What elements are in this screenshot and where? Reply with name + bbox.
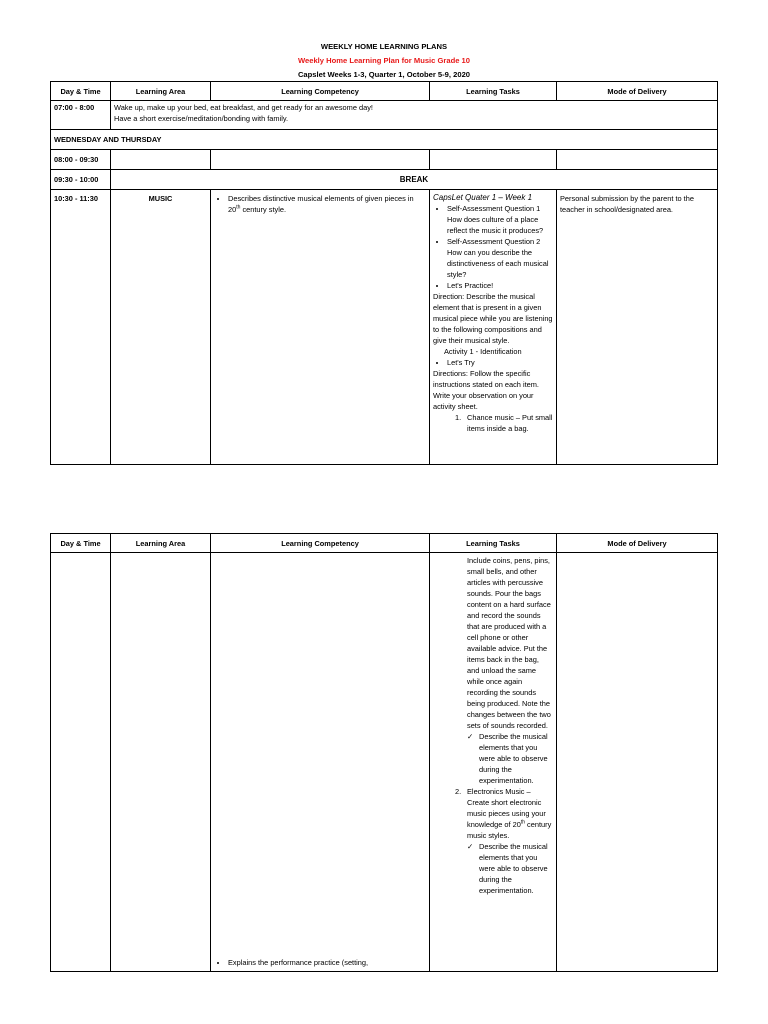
learning-plan-table-page1 [50, 81, 718, 465]
check-icon: ✓ [467, 842, 474, 851]
competency-list [214, 957, 426, 968]
document-subtitle: Weekly Home Learning Plan for Music Grade 10 [297, 56, 471, 65]
learning-tasks-cell [430, 190, 557, 465]
learning-area-cell: MUSIC [111, 190, 211, 465]
time-cell: 08:00 - 09:30 [51, 150, 111, 170]
time-cell: 09:30 - 10:00 [51, 170, 111, 190]
learning-tasks-cell [430, 553, 557, 972]
document-period: Capslet Weeks 1-3, Quarter 1, October 5-9, 2020 [297, 70, 471, 79]
task-item: • Let's Try [447, 357, 553, 368]
task-item: • Self-Assessment Question 2 How can you describe the distinctiveness of each musical style? [447, 236, 553, 280]
table-row [51, 150, 718, 170]
tasks-title: CapsLet Quater 1 – Week 1 [433, 193, 533, 202]
col-header-mode-of-delivery: Mode of Delivery [557, 82, 718, 101]
task-numbered-item: 1. Chance music – Put small items inside a bag. [455, 413, 553, 433]
competency-list [214, 193, 426, 215]
empty-cell [557, 150, 718, 170]
time-cell: 10:30 - 11:30 [51, 190, 111, 465]
table-row [51, 170, 718, 190]
learning-plan-table-page2 [50, 533, 718, 972]
col-header-learning-competency: Learning Competency [211, 82, 430, 101]
task-continuation: Include coins, pens, pins, small bells, and other articles with percussive sounds. Pour the bags content on a hard surface and record the sounds that are produced with a cell phone or other available advice. Put the items back in the bag, and unload the same while once again recording the sounds being produced. Note the changes between the two sets of sounds recorded. [467, 556, 551, 730]
task-check-item: ✓ Describe the musical elements that you were able to observe during the experimentation. [467, 732, 548, 785]
col-header-learning-area: Learning Area [111, 82, 211, 101]
task-check-item: ✓ Describe the musical elements that you were able to observe during the experimentation. [467, 842, 548, 895]
empty-cell [430, 150, 557, 170]
col-header-learning-tasks: Learning Tasks [430, 82, 557, 101]
tasks-list-2 [433, 357, 553, 368]
col-header-learning-tasks: Learning Tasks [430, 534, 557, 553]
morning-routine-cell [111, 101, 718, 130]
col-header-day-time: Day & Time [51, 82, 111, 101]
task-numbered-item: 2. Electronics Music – Create short electronic music pieces using your knowledge of 20th century music styles. [455, 787, 552, 840]
empty-cell [211, 150, 430, 170]
task-item: • Self-Assessment Question 1 How does culture of a place reflect the music it produces? [447, 203, 553, 236]
table-row [51, 101, 718, 130]
task-item: • Let's Practice! [447, 280, 553, 291]
morning-routine-text: Wake up, make up your bed, eat breakfast, and get ready for an awesome day! [114, 103, 373, 112]
col-header-day-time: Day & Time [51, 534, 111, 553]
morning-exercise-text: Have a short exercise/meditation/bonding with family. [114, 114, 289, 123]
table-header-row [51, 82, 718, 101]
tasks-list [433, 203, 553, 291]
table-header-row [51, 534, 718, 553]
competency-item: • Explains the performance practice (setting, [228, 957, 426, 968]
check-icon: ✓ [467, 732, 474, 741]
task-direction: Direction: Describe the musical element that is present in a given musical piece while you are listening to the following compositions and give their musical style. [433, 292, 553, 345]
col-header-mode-of-delivery: Mode of Delivery [557, 534, 718, 553]
col-header-learning-area: Learning Area [111, 534, 211, 553]
competency-item: • Describes distinctive musical elements of given pieces in 20th century style. [228, 193, 426, 215]
table-row [51, 190, 718, 465]
empty-cell [51, 553, 111, 972]
day-row [51, 130, 718, 150]
learning-competency-cell [211, 553, 430, 972]
day-label: WEDNESDAY AND THURSDAY [51, 130, 718, 150]
task-directions: Directions: Follow the specific instructions stated on each item. Write your observation on your activity sheet. [433, 369, 539, 411]
empty-cell [111, 150, 211, 170]
empty-cell [111, 553, 211, 972]
mode-of-delivery-cell: Personal submission by the parent to the teacher in school/designated area. [557, 190, 718, 465]
document-title: WEEKLY HOME LEARNING PLANS [320, 42, 448, 51]
learning-competency-cell [211, 190, 430, 465]
empty-cell [557, 553, 718, 972]
time-cell: 07:00 - 8:00 [51, 101, 111, 130]
col-header-learning-competency: Learning Competency [211, 534, 430, 553]
task-activity: Activity 1 - Identification [444, 347, 522, 356]
break-label: BREAK [111, 170, 718, 190]
table-row [51, 553, 718, 972]
